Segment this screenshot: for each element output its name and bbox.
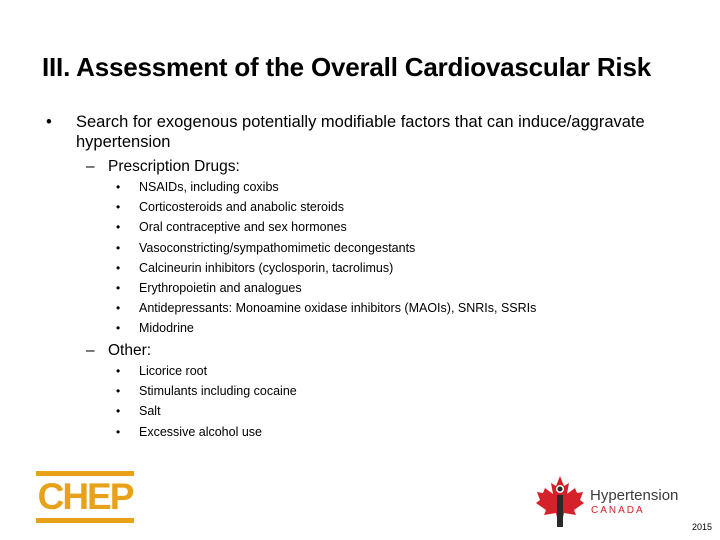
list-item [116,318,706,338]
hypertension-canada-logo [535,472,695,530]
bullet-marker: • [116,301,121,316]
list-item [116,258,706,278]
bullet-marker: • [116,200,121,215]
dash-marker: – [86,342,95,359]
list-item [116,422,706,442]
slide-title: III. Assessment of the Overall Cardiovascular Risk [42,52,651,82]
group-heading-text: Other: [108,342,152,359]
list-item-text: Midodrine [139,321,194,336]
list-item [116,361,706,381]
list-item-text: Stimulants including cocaine [139,384,297,399]
list-item-text: Vasoconstricting/sympathomimetic decongestants [139,240,416,255]
list-item-text: Corticosteroids and anabolic steroids [139,200,344,215]
list-item-text: Oral contraceptive and sex hormones [139,220,347,235]
group-heading-other [86,341,151,360]
list-item [116,401,706,421]
bullet-marker: • [116,424,121,439]
bullet-marker: • [116,364,121,378]
list-item-text: Excessive alcohol use [139,424,262,439]
list-item [116,197,706,217]
list-item-text: Erythropoietin and analogues [139,280,302,295]
bullet-marker: • [116,280,121,295]
group-heading-prescription [86,157,240,176]
chep-logo-bottom-bar [36,518,134,523]
bullet-marker: • [116,321,121,336]
chep-logo-text: CHEP [37,476,133,517]
bullet-marker: • [116,220,121,235]
list-item-text: NSAIDs, including coxibs [139,180,279,194]
prescription-drug-list [116,177,706,339]
hypertension-word: Hypertension [590,487,679,504]
list-item-text: Antidepressants: Monoamine oxidase inhibitors (MAOIs), SNRIs, SSRIs [139,301,537,316]
slide-year: 2015 [691,522,712,532]
bullet-marker: • [116,404,121,419]
chep-logo [36,471,134,524]
list-item [116,177,706,197]
main-bullet [46,112,666,152]
dash-marker: – [86,158,95,175]
bullet-marker: • [116,260,121,275]
other-factor-list [116,361,706,442]
bullet-marker: • [116,240,121,255]
list-item [116,381,706,401]
group-heading-text: Prescription Drugs: [108,158,240,175]
list-item-text: Salt [139,404,161,419]
canada-word: CANADA [591,505,645,516]
list-item-text: Licorice root [139,364,208,378]
main-bullet-text: Search for exogenous potentially modifiable factors that can induce/aggravate hypertension [76,113,645,151]
bullet-marker: • [116,180,121,194]
maple-leaf-icon [535,474,585,528]
bullet-marker: • [46,113,52,131]
bullet-marker: • [116,384,121,399]
list-item [116,217,706,237]
list-item [116,298,706,318]
list-item-text: Calcineurin inhibitors (cyclosporin, tacrolimus) [139,260,394,275]
list-item [116,238,706,258]
list-item [116,278,706,298]
